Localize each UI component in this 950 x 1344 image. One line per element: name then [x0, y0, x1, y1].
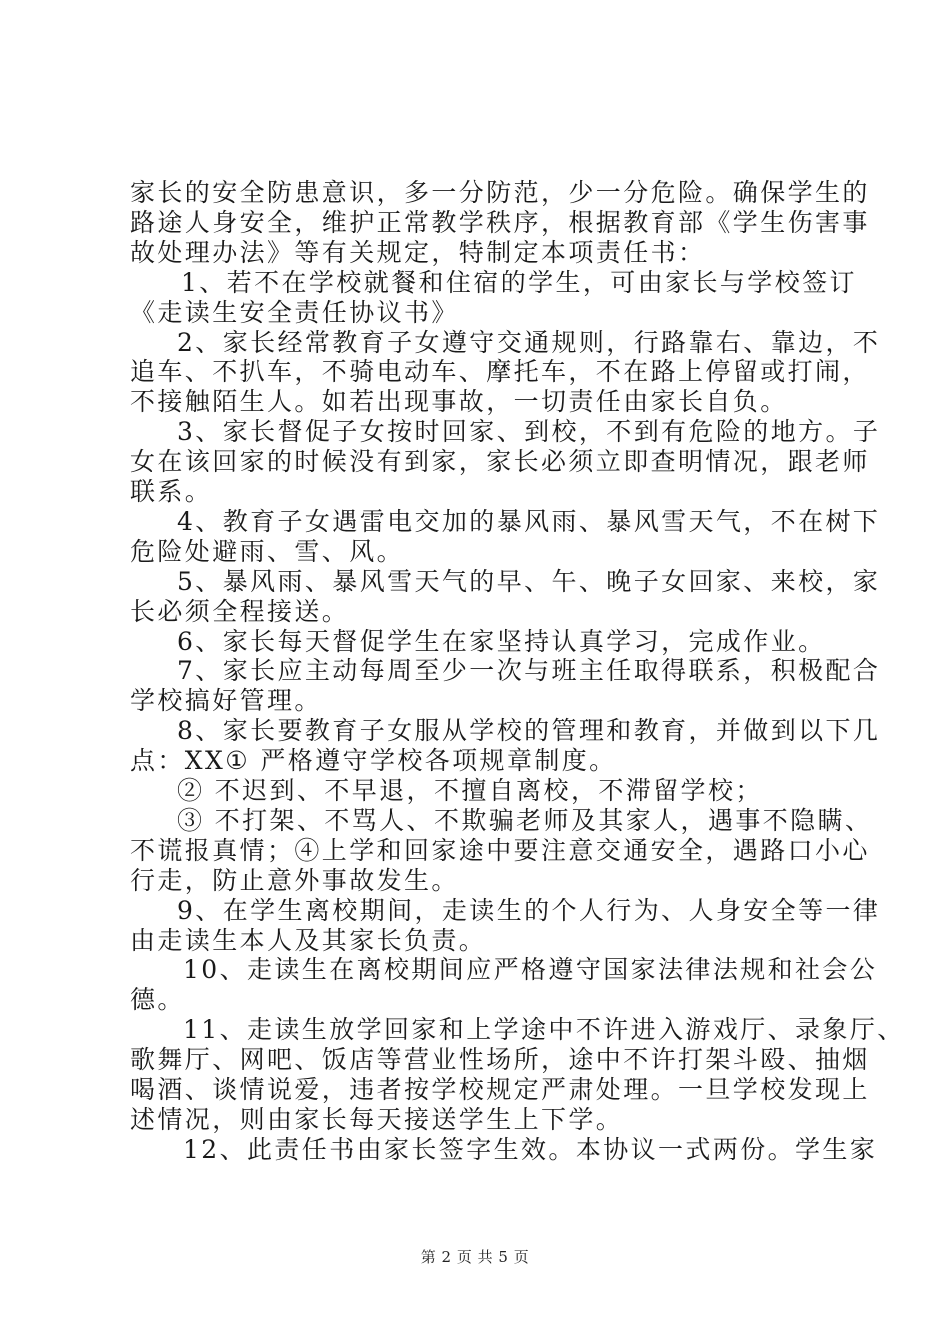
text-line: 故处理办法》等有关规定，特制定本项责任书：	[130, 238, 706, 267]
text-line: 1、若不在学校就餐和住宿的学生，可由家长与学校签订	[181, 268, 857, 297]
text-line: 3、家长督促子女按时回家、到校，不到有危险的地方。子	[177, 417, 881, 446]
text-line: ③ 不打架、不骂人、不欺骗老师及其家人，遇事不隐瞒、	[177, 806, 873, 835]
text-line: 10、走读生在离校期间应严格遵守国家法律法规和社会公	[183, 955, 878, 984]
text-line: 述情况，则由家长每天接送学生上下学。	[130, 1105, 624, 1134]
text-line: 路途人身安全，维护正常教学秩序，根据教育部《学生伤害事	[130, 208, 870, 237]
text-line: 不谎报真情；④上学和回家途中要注意交通安全，遇路口小心	[130, 836, 870, 865]
text-line: 9、在学生离校期间，走读生的个人行为、人身安全等一律	[177, 896, 881, 925]
text-line: 点：XX① 严格遵守学校各项规章制度。	[130, 746, 617, 775]
text-line: 家长的安全防患意识，多一分防范，少一分危险。确保学生的	[130, 178, 870, 207]
text-line: 由走读生本人及其家长负责。	[130, 926, 487, 955]
text-line: 6、家长每天督促学生在家坚持认真学习，完成作业。	[177, 627, 826, 656]
text-line: 8、家长要教育子女服从学校的管理和教育，并做到以下几	[177, 716, 881, 745]
text-line: 4、教育子女遇雷电交加的暴风雨、暴风雪天气，不在树下	[177, 507, 881, 536]
text-line: 11、走读生放学回家和上学途中不许进入游戏厅、录象厅、	[183, 1015, 905, 1044]
text-line: 女在该回家的时候没有到家，家长必须立即查明情况，跟老师	[130, 447, 870, 476]
text-line: 危险处避雨、雪、风。	[130, 537, 405, 566]
text-line: 联系。	[130, 477, 213, 506]
text-line: 喝酒、谈情说爱，违者按学校规定严肃处理。一旦学校发现上	[130, 1075, 870, 1104]
text-line: 5、暴风雨、暴风雪天气的早、午、晚子女回家、来校，家	[177, 567, 881, 596]
text-line: 学校搞好管理。	[130, 686, 322, 715]
text-line: 12、此责任书由家长签字生效。本协议一式两份。学生家	[183, 1135, 878, 1164]
page-number-footer: 第 2 页 共 5 页	[420, 1248, 530, 1266]
text-line: 歌舞厅、网吧、饭店等营业性场所，途中不许打架斗殴、抽烟	[130, 1045, 870, 1074]
text-line: 德。	[130, 985, 185, 1014]
text-line: 追车、不扒车，不骑电动车、摩托车，不在路上停留或打闹，	[130, 357, 870, 386]
text-line: 不接触陌生人。如若出现事故，一切责任由家长自负。	[130, 387, 788, 416]
text-line: 7、家长应主动每周至少一次与班主任取得联系，积极配合	[177, 656, 881, 685]
text-line: 行走，防止意外事故发生。	[130, 866, 459, 895]
text-line: ② 不迟到、不早退，不擅自离校，不滞留学校；	[177, 776, 763, 805]
text-line: 2、家长经常教育子女遵守交通规则，行路靠右、靠边，不	[177, 328, 881, 357]
text-line: 长必须全程接送。	[130, 597, 350, 626]
text-line: 《走读生安全责任协议书》	[130, 298, 459, 327]
